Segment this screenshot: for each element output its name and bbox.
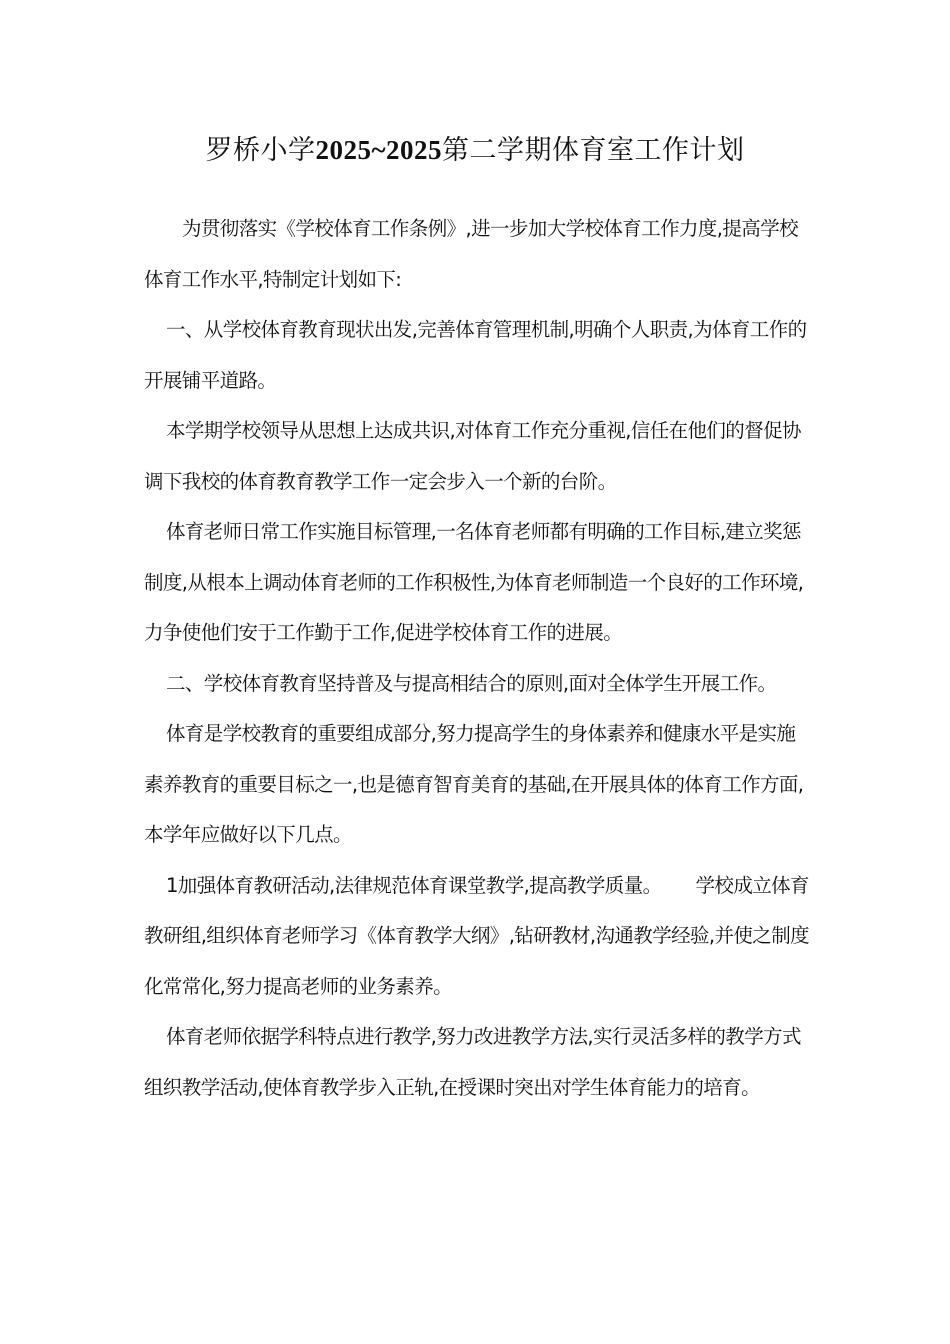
section-one-heading: 一、从学校体育教育现状出发,完善体育管理机制,明确个人职责,为体育工作的开展铺平道路。 [144, 318, 807, 392]
paragraph-pe-importance: 体育是学校教育的重要组成部分,努力提高学生的身体素养和健康水平是实施素养教育的重要目标之一,也是德育智育美育的基础,在开展具体的体育工作方面,本学年应做好以下几点。 [144, 722, 804, 846]
document-title [0, 128, 950, 173]
title-prefix: 罗桥小学 [205, 135, 316, 166]
title-years: 2025~2025 [315, 135, 443, 165]
section-two-heading: 二、学校体育教育坚持普及与提高相结合的原则,面对全体学生开展工作。 [166, 671, 777, 695]
title-suffix: 第二学期体育室工作计划 [442, 135, 745, 166]
item-one-body: 学校成立体育教研组,组织体育老师学习《体育教学大纲》,钻研教材,沟通教学经验,并使之制度化常常化,努力提高老师的业务素养。 [144, 873, 809, 998]
item-one-heading: 1加强体育教研活动,法律规范体育课堂教学,提高教学质量。 [166, 873, 662, 897]
document-body [144, 204, 814, 1113]
intro-paragraph: 为贯彻落实《学校体育工作条例》,进一步加大学校体育工作力度,提高学校体育工作水平,特制定计划如下: [144, 217, 798, 291]
item-one-paragraph [144, 861, 814, 1013]
paragraph-leadership: 本学期学校领导从思想上达成共识,对体育工作充分重视,信任在他们的督促协调下我校的体育教育教学工作一定会步入一个新的台阶。 [144, 419, 801, 493]
paragraph-target-management: 体育老师日常工作实施目标管理,一名体育老师都有明确的工作目标,建立奖惩制度,从根本上调动体育老师的工作积极性,为体育老师制造一个良好的工作环境,力争使他们安于工作勤于工作,促进学校体育工作的进展。 [144, 520, 804, 644]
paragraph-teaching-methods: 体育老师依据学科特点进行教学,努力改进教学方法,实行灵活多样的教学方式组织教学活动,使体育教学步入正轨,在授课时突出对学生体育能力的培育。 [144, 1025, 801, 1099]
